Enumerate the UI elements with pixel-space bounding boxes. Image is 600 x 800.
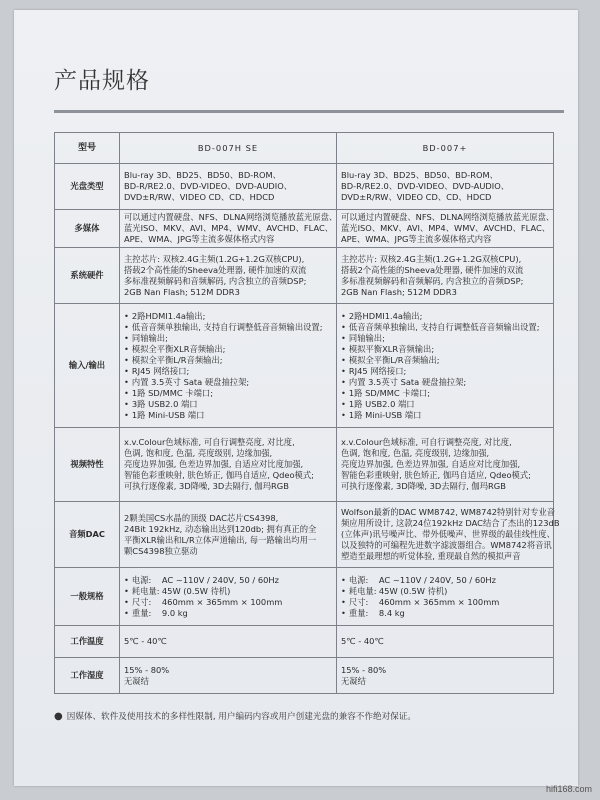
- multimedia-se: 可以通过内置硬盘、NFS、DLNA网络浏览播放蓝光原盘、 蓝光ISO、MKV、AVI、MP4、WMV、AVCHD、FLAC、 APE、WMA、JPG等主流多媒体格式内容: [120, 210, 337, 248]
- list-item: • 尺寸: 460mm × 365mm × 100mm: [124, 597, 332, 608]
- temperature-plus: 5℃ - 40℃: [337, 626, 554, 658]
- list-item: • 1路 SD/MMC 卡端口;: [341, 388, 549, 399]
- list-item: • 同轴输出;: [341, 333, 549, 344]
- list-item: • 重量: 9.0 kg: [124, 608, 332, 619]
- footnote: [54, 710, 416, 722]
- list-item: • 耗电量: 45W (0.5W 待机): [124, 586, 332, 597]
- row-label: 工作湿度: [55, 658, 120, 694]
- disc-types-se: Blu-ray 3D、BD25、BD50、BD-ROM、 BD-R/RE2.0、DVD-VIDEO、DVD-AUDIO、 DVD±R/RW、VIDEO CD、CD、HDCD: [120, 164, 337, 210]
- row-label: 一般规格: [55, 568, 120, 626]
- header-model-label: 型号: [55, 133, 120, 164]
- list-item: • 模拟平衡XLR音频输出;: [341, 344, 549, 355]
- io-list: [341, 311, 549, 421]
- table-row: [55, 428, 554, 502]
- row-label: 光盘类型: [55, 164, 120, 210]
- video-features-se: x.v.Colour色域标准, 可自行调整亮度, 对比度, 色调, 饱和度, 色温, 亮度级别, 边缘加强, 亮度边界加强, 色差边界加强, 自适应对比度加强, 智能色彩重映射, 肤色矫正, 伽玛自适应, Qdeo模式; 可执行逐像素, 3D降噪, 3D去隔行, 伽玛RGB: [120, 428, 337, 502]
- list-item: • 2路HDMI1.4a输出;: [341, 311, 549, 322]
- page-title: 产品规格: [54, 68, 150, 94]
- list-item: • 电源: AC ~110V / 240V, 50 / 60Hz: [341, 575, 549, 586]
- list-item: • 内置 3.5英寸 Sata 硬盘抽拉架;: [341, 377, 549, 388]
- spec-list: [341, 575, 549, 619]
- list-item: • 电源: AC ~110V / 240V, 50 / 60Hz: [124, 575, 332, 586]
- humidity-plus: 15% - 80% 无凝结: [337, 658, 554, 694]
- row-label: 音频DAC: [55, 502, 120, 568]
- row-label: 多媒体: [55, 210, 120, 248]
- hardware-plus: 主控芯片: 双核2.4G主频(1.2G+1.2G双核CPU), 搭载2个高性能的Sheeva处理器, 硬件加速的双流 多标准视频解码和音频解码, 内含独立的音频DSP; 2GB Nan Flash; 512M DDR3: [337, 248, 554, 304]
- list-item: • 耗电量: 45W (0.5W 待机): [341, 586, 549, 597]
- disc-types-plus: Blu-ray 3D、BD25、BD50、BD-ROM、 BD-R/RE2.0、DVD-VIDEO、DVD-AUDIO、 DVD±R/RW、VIDEO CD、CD、HDCD: [337, 164, 554, 210]
- dac-se: 2颗美国CS水晶的顶级 DAC芯片CS4398, 24Bit 192kHz, 动态输出达到120db; 拥有真正的全 平衡XLR输出和L/R立体声道输出, 每一路输出均用一 颗CS4398独立驱动: [120, 502, 337, 568]
- list-item: • RJ45 网络接口;: [341, 366, 549, 377]
- temperature-se: 5℃ - 40℃: [120, 626, 337, 658]
- io-se: [120, 304, 337, 428]
- list-item: • 模拟全平衡L/R音频输出;: [341, 355, 549, 366]
- table-row: [55, 502, 554, 568]
- row-label: 工作温度: [55, 626, 120, 658]
- bullet-icon: ●: [54, 711, 63, 722]
- table-header-row: [55, 133, 554, 164]
- table-row: [55, 210, 554, 248]
- list-item: • RJ45 网络接口;: [124, 366, 332, 377]
- general-specs-se: [120, 568, 337, 626]
- header-model-se: BD-007H SE: [120, 133, 337, 164]
- row-label: 系统硬件: [55, 248, 120, 304]
- footnote-text: 因媒体、软件及使用技术的多样性限制, 用户编码内容或用户创建光盘的兼容不作绝对保证。: [66, 712, 416, 722]
- table-row: [55, 658, 554, 694]
- io-list: [124, 311, 332, 421]
- list-item: • 模拟全平衡XLR音频输出;: [124, 344, 332, 355]
- spec-list: [124, 575, 332, 619]
- list-item: • 尺寸: 460mm × 365mm × 100mm: [341, 597, 549, 608]
- header-model-plus: BD-007+: [337, 133, 554, 164]
- io-plus: [337, 304, 554, 428]
- list-item: • 2路HDMI1.4a输出;: [124, 311, 332, 322]
- title-divider: [54, 110, 564, 113]
- list-item: • 低音音频单独输出, 支持自行调整低音音频输出设置;: [124, 322, 332, 333]
- list-item: • 3路 USB2.0 端口: [124, 399, 332, 410]
- row-label: 视频特性: [55, 428, 120, 502]
- list-item: • 1路 Mini-USB 端口: [341, 410, 549, 421]
- list-item: • 1路 Mini-USB 端口: [124, 410, 332, 421]
- watermark: hifi168.com: [545, 784, 592, 794]
- table-row: [55, 248, 554, 304]
- list-item: • 1路 SD/MMC 卡端口;: [124, 388, 332, 399]
- list-item: • 模拟全平衡L/R音频输出;: [124, 355, 332, 366]
- table-row: [55, 568, 554, 626]
- list-item: • 1路 USB2.0 端口: [341, 399, 549, 410]
- hardware-se: 主控芯片: 双核2.4G主频(1.2G+1.2G双核CPU), 搭载2个高性能的Sheeva处理器, 硬件加速的双流 多标准视频解码和音频解码, 内含独立的音频DSP; 2GB Nan Flash; 512M DDR3: [120, 248, 337, 304]
- table-row: [55, 164, 554, 210]
- multimedia-plus: 可以通过内置硬盘、NFS、DLNA网络浏览播放蓝光原盘、 蓝光ISO、MKV、AVI、MP4、WMV、AVCHD、FLAC、 APE、WMA、JPG等主流多媒体格式内容: [337, 210, 554, 248]
- general-specs-plus: [337, 568, 554, 626]
- list-item: • 内置 3.5英寸 Sata 硬盘抽拉架;: [124, 377, 332, 388]
- list-item: • 低音音频单独输出, 支持自行调整低音音频输出设置;: [341, 322, 549, 333]
- table-row: [55, 626, 554, 658]
- row-label: 输入/输出: [55, 304, 120, 428]
- list-item: • 同轴输出;: [124, 333, 332, 344]
- video-features-plus: x.v.Colour色域标准, 可自行调整亮度, 对比度, 色调, 饱和度, 色温, 亮度级别, 边缘加强, 亮度边界加强, 色差边界加强, 自适应对比度加强, 智能色彩重映射, 肤色矫正, 伽玛自适应, Qdeo模式; 可执行逐像素, 3D降噪, 3D去隔行, 伽玛RGB: [337, 428, 554, 502]
- list-item: • 重量: 8.4 kg: [341, 608, 549, 619]
- spec-table: [54, 132, 560, 694]
- table-row: [55, 304, 554, 428]
- humidity-se: 15% - 80% 无凝结: [120, 658, 337, 694]
- dac-plus: Wolfson最新的DAC WM8742, WM8742特别针对专业音 频应用所设计, 这款24位192kHz DAC结合了杰出的123dB (立体声)讯号噪声比、带外低噪声、世界级的最佳线性度、 以及独特的可编程先进数字滤波器组合。WM8742将音讯 塑造至最理想的听觉体验, 重现最自然的模拟声音: [337, 502, 554, 568]
